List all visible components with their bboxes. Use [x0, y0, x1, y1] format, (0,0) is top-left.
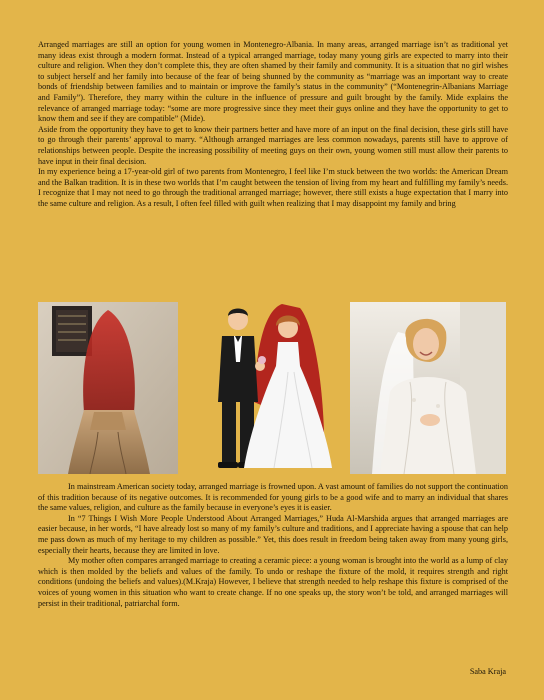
- paragraph: In mainstream American society today, arranged marriage is frowned upon. A vast amount of families do not support the continuation of this tradition because of its negative outcomes. It is recommended for young girls to be a good wife and to marry an individual that shares the same values, religion, and culture as the family because in everyone’s eyes it is easier.: [38, 482, 508, 513]
- paragraph: In my experience being a 17-year-old girl of two parents from Montenegro, I feel like I’m stuck between the two worlds: the American Dream and the Balkan tradition. It is in these two worlds that I’m caught between the tension of living from my heart and fulfilling my family’s needs. I recognize that I may not need to go through the traditional arranged marriage; however, there still exists a huge expectation that I marry into the same culture and religion. As a result, I often feel filled with guilt when realizing that I may disappoint my family and bring: [38, 167, 508, 208]
- bride-white-dress-photo: [350, 302, 506, 474]
- article-top: [38, 40, 508, 210]
- wedding-couple-illustration: [204, 302, 334, 474]
- paragraph: My mother often compares arranged marriage to creating a ceramic piece: a young woman is brought into the world as a lump of clay which is then molded by the beliefs and values of the family. To undo or reshape the fixture of the mold, it requires strength and right conditions (undoing the beliefs and values).(M.Kraja) However, I believe that strength needed to help reshape this fixture is comprised of the voices of young women in this situation who want to create change. If no one speaks up, the story won’t be told, and arranged marriages will persist in their traditional, patriarchal form.: [38, 556, 508, 608]
- paragraph: Aside from the opportunity they have to get to know their partners better and have more of an input on the final decision, these girls still have to go through their parents’ approval to marry. “Although arranged marriages are less common nowadays, parents still have to approve of relationships between people. Despite the increasing possibility of meeting guys on their own, young women still must allow their parents to have input in their final decision.: [38, 124, 508, 166]
- author-signature: Saba Kraja: [469, 667, 506, 676]
- paragraph: Arranged marriages are still an option for young women in Montenegro-Albania. In many areas, arranged marriage isn’t as traditional yet many ideas exist through a modern format. Instead of a typical arranged marriage, today many young girls are expected to marry into their culture and religion. When they don’t complete this, they are often shamed by their family and community. It is a situation that no girl wishes to subject herself and her family into because of the fear of being shunned by the community as “marriage was an important way to create bonds of friendship between families and to maintain or improve the family’s status in the community” (“Montenegrin-Albanians Marriage and Family”). Therefore, they marry within the culture in the influence of pressure and guilt brought by the family. Mide explains the relevance of arranged marriage today: “some are more progressive since they meet their guys online and they have the opportunity to get to know them and see if they are compatible” (Mide).: [38, 40, 508, 124]
- paragraph: In “7 Things I Wish More People Understood About Arranged Marriages,” Huda Al-Marshida argues that arranged marriages are easier because, in her words, “I have already lost so many of my family’s culture and traditions, and I appreciate having a spouse that can help me pass down as much of my heritage to my children as possible.” Yet, this does result in freedom being taken away from many young girls, especially their hearts, because they are limited in love.: [38, 513, 508, 555]
- bride-red-veil-photo: [38, 302, 178, 474]
- article-bottom: [38, 482, 508, 609]
